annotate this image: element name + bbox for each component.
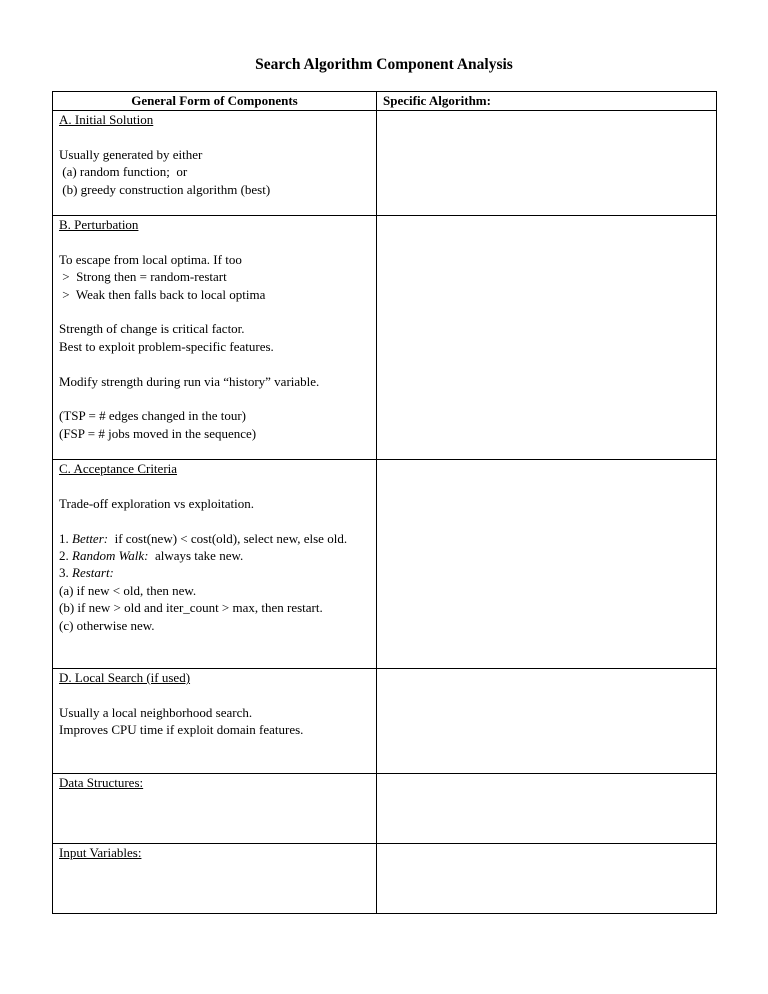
text-line: (b) if new > old and iter_count > max, then restart. bbox=[59, 600, 323, 616]
cell-input-variables bbox=[53, 844, 377, 914]
answer-cell-acceptance-criteria[interactable] bbox=[377, 460, 717, 669]
term-random-walk: Random Walk: bbox=[72, 548, 149, 563]
row-data-structures bbox=[53, 774, 717, 844]
list-item: 3. Restart: bbox=[59, 565, 114, 581]
answer-cell-input-variables[interactable] bbox=[377, 844, 717, 914]
answer-cell-local-search[interactable] bbox=[377, 669, 717, 774]
text-line: Trade-off exploration vs exploitation. bbox=[59, 495, 254, 511]
text-line: Improves CPU time if exploit domain features. bbox=[59, 722, 304, 738]
section-title-initial-solution: A. Initial Solution bbox=[59, 112, 154, 127]
table-header-row bbox=[53, 92, 717, 111]
header-general-form: General Form of Components bbox=[53, 92, 377, 111]
text-line: (b) greedy construction algorithm (best) bbox=[59, 181, 271, 197]
row-local-search bbox=[53, 669, 717, 774]
text-line: Modify strength during run via “history” variable. bbox=[59, 373, 320, 389]
text-line: > Weak then falls back to local optima bbox=[59, 286, 266, 302]
term-restart: Restart: bbox=[72, 565, 114, 581]
page-title: Search Algorithm Component Analysis bbox=[255, 56, 513, 73]
answer-cell-perturbation[interactable] bbox=[377, 216, 717, 460]
text-line: To escape from local optima. If too bbox=[59, 251, 242, 267]
section-title-acceptance-criteria: C. Acceptance Criteria bbox=[59, 461, 178, 476]
term-better: Better: bbox=[72, 530, 109, 546]
text-line: Best to exploit problem-specific features. bbox=[59, 338, 274, 354]
section-title-data-structures: Data Structures: bbox=[59, 775, 144, 790]
row-perturbation bbox=[53, 216, 717, 460]
row-input-variables bbox=[53, 844, 717, 914]
section-title-local-search: D. Local Search (if used) bbox=[59, 670, 191, 685]
text-line: (TSP = # edges changed in the tour) bbox=[59, 408, 247, 424]
text-line: Usually a local neighborhood search. bbox=[59, 704, 253, 720]
analysis-table bbox=[52, 91, 717, 914]
text-line: Usually generated by either bbox=[59, 146, 203, 162]
text-line: (a) random function; or bbox=[59, 164, 188, 180]
header-specific-algorithm: Specific Algorithm: bbox=[377, 92, 717, 111]
list-item: 2. Random Walk: always take new. bbox=[59, 548, 244, 563]
row-acceptance-criteria bbox=[53, 460, 717, 669]
text-line: > Strong then = random-restart bbox=[59, 269, 227, 285]
section-title-input-variables: Input Variables: bbox=[59, 845, 142, 860]
row-initial-solution bbox=[53, 111, 717, 216]
cell-acceptance-criteria bbox=[53, 460, 377, 669]
cell-local-search bbox=[53, 669, 377, 774]
cell-initial-solution bbox=[53, 111, 377, 216]
answer-cell-initial-solution[interactable] bbox=[377, 111, 717, 216]
list-item: 1. Better: if cost(new) < cost(old), select new, else old. bbox=[59, 530, 348, 546]
text-line: Strength of change is critical factor. bbox=[59, 321, 245, 337]
answer-cell-data-structures[interactable] bbox=[377, 774, 717, 844]
text-line: (c) otherwise new. bbox=[59, 617, 155, 633]
text-line: (FSP = # jobs moved in the sequence) bbox=[59, 425, 257, 441]
cell-data-structures bbox=[53, 774, 377, 844]
text-line: (a) if new < old, then new. bbox=[59, 582, 197, 598]
section-title-perturbation: B. Perturbation bbox=[59, 217, 139, 232]
cell-perturbation bbox=[53, 216, 377, 460]
